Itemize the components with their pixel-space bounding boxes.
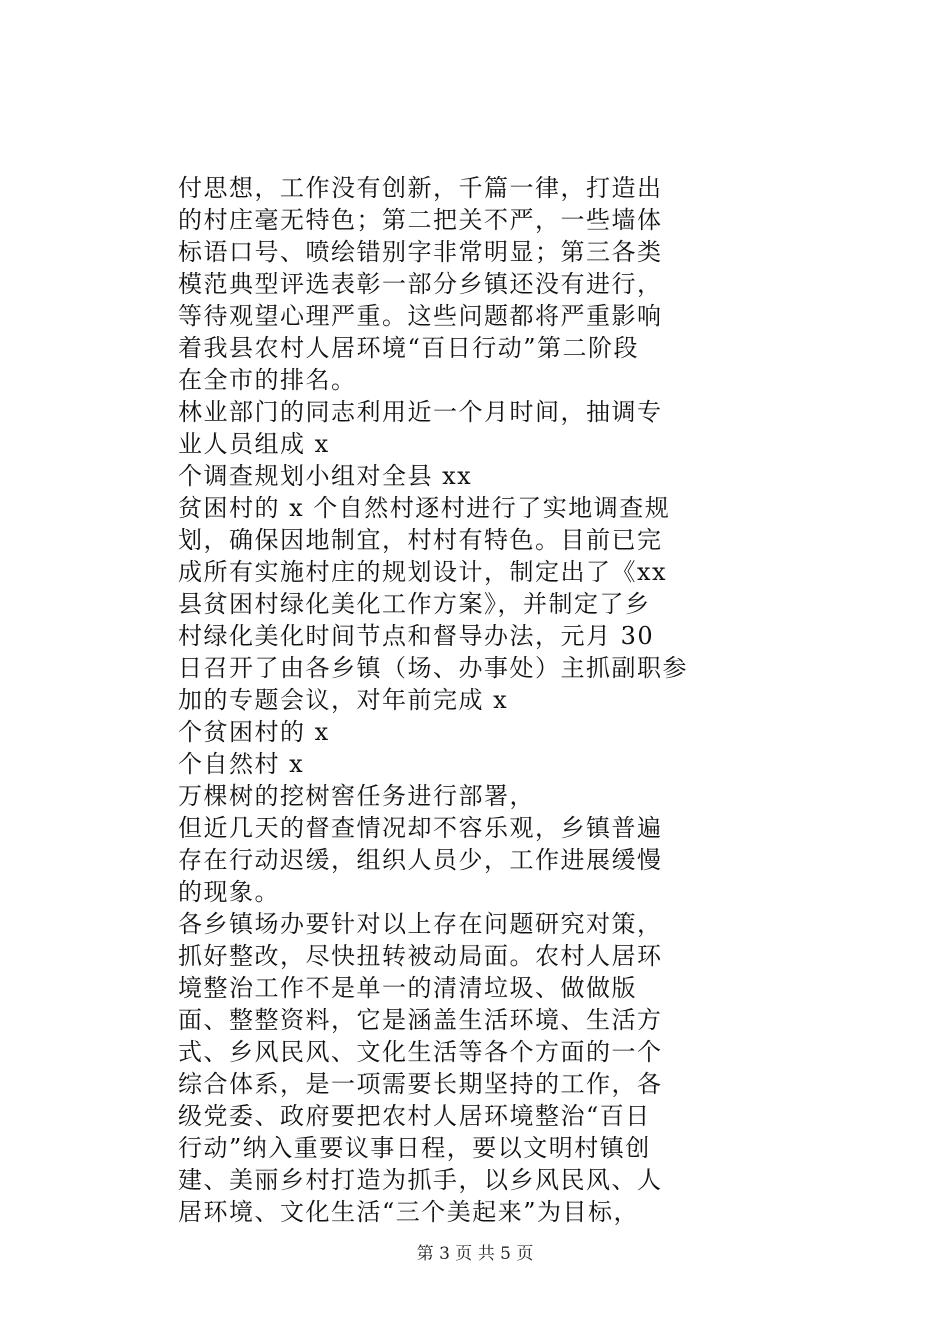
text-line: 林业部门的同志利用近一个月时间，抽调专	[178, 398, 663, 426]
text-line: 建、美丽乡村打造为抓手，以乡风民风、人	[178, 1166, 663, 1194]
text-line: 抓好整改，尽快扭转被动局面。农村人居环	[178, 942, 663, 970]
body-text	[178, 172, 698, 1228]
text-line: 模范典型评选表彰一部分乡镇还没有进行，	[178, 270, 663, 298]
text-line: 划，确保因地制宜，村村有特色。目前已完	[178, 526, 663, 554]
text-line: 贫困村的 x 个自然村逐村进行了实地调查规	[178, 494, 671, 522]
text-line: 等待观望心理严重。这些问题都将严重影响	[178, 302, 663, 330]
text-line: 村绿化美化时间节点和督导办法，元月 30	[178, 622, 655, 650]
page-footer: 第 3 页 共 5 页	[416, 1244, 534, 1264]
text-line: 级党委、政府要把农村人居环境整治“百日	[178, 1102, 651, 1130]
text-line: 存在行动迟缓，组织人员少，工作进展缓慢	[178, 846, 663, 874]
text-line: 县贫困村绿化美化工作方案》，并制定了乡	[178, 590, 651, 618]
text-line: 日召开了由各乡镇（场、办事处）主抓副职参	[178, 654, 688, 682]
text-line: 业人员组成 x	[178, 430, 330, 458]
text-line: 加的专题会议，对年前完成 x	[178, 686, 509, 714]
text-line: 的现象。	[178, 878, 280, 906]
text-line: 行动”纳入重要议事日程，要以文明村镇创	[178, 1134, 651, 1162]
text-line: 在全市的排名。	[178, 366, 357, 394]
text-line: 各乡镇场办要针对以上存在问题研究对策，	[178, 910, 663, 938]
text-line: 式、乡风民风、文化生活等各个方面的一个	[178, 1038, 663, 1066]
text-line: 万棵树的挖树窖任务进行部署，	[178, 782, 535, 810]
text-line: 境整治工作不是单一的清清垃圾、做做版	[178, 974, 637, 1002]
text-line: 个贫困村的 x	[178, 718, 330, 746]
text-line: 成所有实施村庄的规划设计，制定出了《xx	[178, 558, 668, 586]
text-line: 个调查规划小组对全县 xx	[178, 462, 473, 490]
text-line: 但近几天的督查情况却不容乐观，乡镇普遍	[178, 814, 663, 842]
text-line: 付思想，工作没有创新，千篇一律，打造出	[178, 174, 663, 202]
text-line: 的村庄毫无特色；第二把关不严，一些墙体	[178, 206, 663, 234]
text-line: 个自然村 x	[178, 750, 305, 778]
text-line: 标语口号、喷绘错别字非常明显；第三各类	[178, 238, 663, 266]
text-line: 综合体系，是一项需要长期坚持的工作，各	[178, 1070, 663, 1098]
text-line: 着我县农村人居环境“百日行动”第二阶段	[178, 334, 640, 362]
text-line: 居环境、文化生活“三个美起来”为目标，	[178, 1198, 640, 1226]
text-line: 面、整整资料，它是涵盖生活环境、生活方	[178, 1006, 663, 1034]
